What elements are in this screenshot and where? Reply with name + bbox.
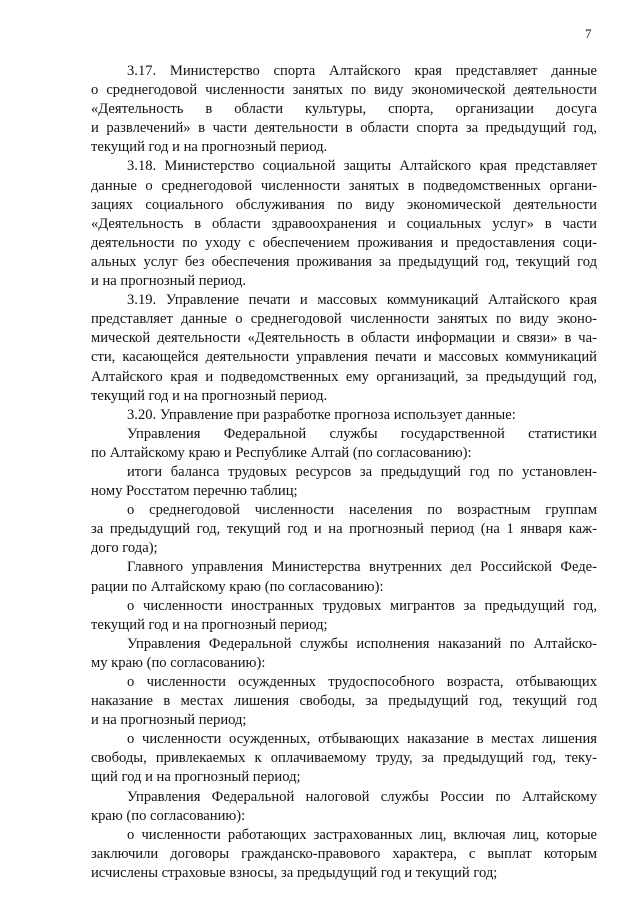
text-line: щий год и на прогнозный период; [91,769,301,786]
text-line: текущий год и на прогнозный период. [91,387,328,404]
paragraph-3-20 [91,406,597,425]
text-line: мической деятельности «Деятельность в области информации и связи» в ча- [91,330,597,347]
paragraph-population-by-age [91,501,597,558]
text-line: текущий год и на прогнозный период; [91,616,328,633]
text-line: о численности работающих застрахованных лиц, включая лиц, которые [127,826,597,843]
paragraph-3-18 [91,157,597,291]
paragraph-convicts-paid-labor [91,730,597,787]
text-line: дого года); [91,540,158,557]
text-line: итоги баланса трудовых ресурсов за предыдущий год по установлен- [127,463,597,480]
text-line: сти, касающейся деятельности управления печати и массовых коммуникаций [91,349,597,366]
text-line: и на прогнозный период. [91,273,247,290]
text-line: по Алтайскому краю и Республике Алтай (по согласованию): [91,444,472,461]
text-line: краю (по согласованию): [91,807,246,824]
text-line: Управления Федеральной службы исполнения наказаний по Алтайско- [127,635,597,652]
paragraph-migrants [91,597,597,635]
paragraph-3-19 [91,291,597,406]
text-line: представляет данные о среднегодовой численности занятых по виду эконо- [91,311,597,328]
text-line: о среднегодовой численности занятых по виду экономической деятельности [91,82,597,99]
text-line: зациях социального обслуживания по виду экономической деятельности [91,196,597,213]
text-line: 3.18. Министерство социальной защиты Алтайского края представляет [127,158,597,175]
text-line: «Деятельность в области культуры, спорта, организации досуга [91,101,597,118]
text-line: и на прогнозный период; [91,712,247,729]
text-line: «Деятельность в области здравоохранения и социальных услуг» в части [91,215,597,232]
paragraph-labor-balance [91,463,597,501]
paragraph-insured-persons [91,826,597,883]
paragraph-mvd-source [91,558,597,596]
text-line: о численности иностранных трудовых мигрантов за предыдущий год, [127,597,597,614]
text-line: рации по Алтайскому краю (по согласованию): [91,578,384,595]
text-line: 3.17. Министерство спорта Алтайского края представляет данные [127,63,597,79]
text-line: о среднегодовой численности населения по возрастным группам [127,502,597,519]
text-line: за предыдущий год, текущий год и на прогнозный период (на 1 января каж- [91,521,597,538]
text-line: Алтайского края и подведомственных ему организаций, за предыдущий год, [91,368,597,385]
paragraph-fsin-source [91,635,597,673]
text-line: текущий год и на прогнозный период. [91,139,328,156]
text-line: Главного управления Министерства внутренних дел Российской Феде- [127,559,597,576]
text-line: свободы, привлекаемых к оплачиваемому труду, за предыдущий год, теку- [91,750,597,767]
document-body [91,62,597,883]
text-line: Управления Федеральной налоговой службы России по Алтайскому [127,788,597,805]
text-line: Управления Федеральной службы государственной статистики [127,425,597,442]
text-line: данные о среднегодовой численности занятых в подведомственных органи- [91,177,597,194]
text-line: заключили договоры гражданско-правового характера, с выплат которым [91,845,597,862]
text-line: 3.19. Управление печати и массовых коммуникаций Алтайского края [127,292,597,309]
paragraph-3-17 [91,62,597,157]
paragraph-fns-source [91,788,597,826]
text-line: 3.20. Управление при разработке прогноза использует данные: [127,406,516,423]
text-line: му краю (по согласованию): [91,654,266,671]
text-line: деятельности по уходу с обеспечением проживания и предоставления соци- [91,234,597,251]
paragraph-convicts-working-age [91,673,597,730]
paragraph-rosstat-source [91,425,597,463]
text-line: о численности осужденных, отбывающих наказание в местах лишения [127,731,597,748]
text-line: наказание в местах лишения свободы, за предыдущий год, текущий год [91,693,597,710]
text-line: и развлечений» в части деятельности в области спорта за предыдущий год, [91,120,597,137]
text-line: ному Росстатом перечню таблиц; [91,483,298,500]
text-line: альных услуг без обеспечения проживания за предыдущий год, текущий год [91,253,597,270]
text-line: исчислены страховые взносы, за предыдущий год и текущий год; [91,864,498,881]
text-line: о численности осужденных трудоспособного возраста, отбывающих [127,674,597,690]
page-number: 7 [585,26,592,41]
